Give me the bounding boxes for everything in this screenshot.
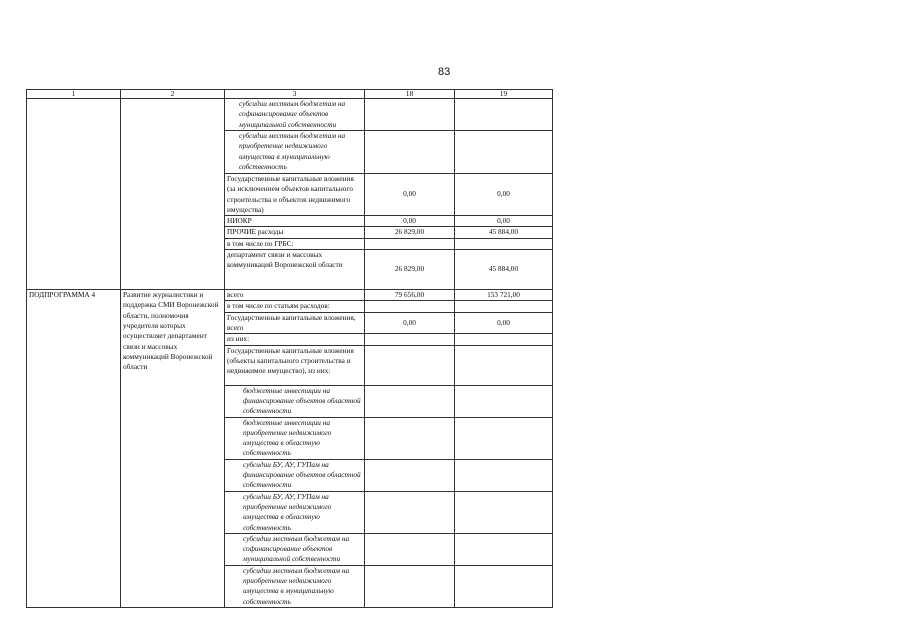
row-label: в том числе по ГРБС: [225,238,365,249]
value-col18: 0,00 [365,174,455,216]
value-col19: 0,00 [455,174,553,216]
row-label: бюджетные инвестиции на приобретение недвижимого имущества в областную собственность [225,417,365,459]
value-col18: 0,00 [365,312,455,334]
row-label: всего [225,290,365,301]
value-col19 [455,131,553,174]
value-col19 [455,459,553,491]
value-col19 [455,565,553,607]
row-label: в том числе по статьям расходов: [225,301,365,312]
column-header: 18 [365,90,455,99]
value-col18 [365,533,455,565]
row-label: субсидии местным бюджетам на приобретение недвижимого имущества в муниципальную собственность [225,565,365,607]
row-label: департамент связи и массовых коммуникаций Воронежской области [225,250,365,290]
budget-table [26,89,553,608]
value-col18 [365,334,455,345]
value-col19 [455,533,553,565]
value-col18: 26 829,00 [365,227,455,238]
row-label: субсидии БУ, АУ, ГУПам на финансирование объектов областной собственности [225,459,365,491]
value-col18: 26 829,00 [365,250,455,290]
value-col19: 45 884,00 [455,227,553,238]
page-number: 83 [438,66,451,78]
value-col18 [365,131,455,174]
row-label: Государственные капитальные вложения (за исключением объектов капитального строительства и объектов недвижимого имущества) [225,174,365,216]
table-row [27,290,553,301]
subprogram-title: Развитие журналистики и поддержка СМИ Воронежской области, полномочия учредителя которых осуществляет департамент связи и массовых коммуникаций Воронежской области [121,290,225,608]
value-col19 [455,301,553,312]
value-col18: 79 656,00 [365,290,455,301]
row-label: субсидии БУ, АУ, ГУПам на приобретение недвижимого имущества в областную собственность [225,491,365,533]
row-label: субсидии местным бюджетам на приобретение недвижимого имущества в муниципальную собственность [225,131,365,174]
cell-empty [27,99,121,290]
value-col18 [365,565,455,607]
row-label: ПРОЧИЕ расходы [225,227,365,238]
value-col18 [365,459,455,491]
value-col18 [365,385,455,417]
cell-empty [121,99,225,290]
value-col19 [455,238,553,249]
row-label: Государственные капитальные вложения (объекты капитального строительства и недвижимое имущество), из них: [225,345,365,385]
value-col19 [455,385,553,417]
value-col19 [455,334,553,345]
value-col19: 0,00 [455,216,553,227]
value-col19: 0,00 [455,312,553,334]
value-col18 [365,301,455,312]
row-label: НИОКР [225,216,365,227]
value-col18 [365,99,455,131]
table-header-row [27,90,553,99]
row-label: из них: [225,334,365,345]
value-col18 [365,238,455,249]
value-col19: 153 721,00 [455,290,553,301]
column-header: 19 [455,90,553,99]
row-label: субсидии местным бюджетам на софинансирование объектов муниципальной собственности [225,533,365,565]
value-col18 [365,345,455,385]
value-col19 [455,345,553,385]
value-col18 [365,417,455,459]
row-label: Государственные капитальные вложения, всего [225,312,365,334]
column-header: 1 [27,90,121,99]
value-col18: 0,00 [365,216,455,227]
table-row [27,99,553,131]
row-label: бюджетные инвестиции на финансирование объектов областной собственности [225,385,365,417]
value-col19 [455,491,553,533]
value-col19 [455,99,553,131]
column-header: 3 [225,90,365,99]
row-label: субсидии местным бюджетам на софинансирование объектов муниципальной собственности [225,99,365,131]
subprogram-number: ПОДПРОГРАММА 4 [27,290,121,608]
column-header: 2 [121,90,225,99]
value-col18 [365,491,455,533]
value-col19: 45 884,00 [455,250,553,290]
value-col19 [455,417,553,459]
